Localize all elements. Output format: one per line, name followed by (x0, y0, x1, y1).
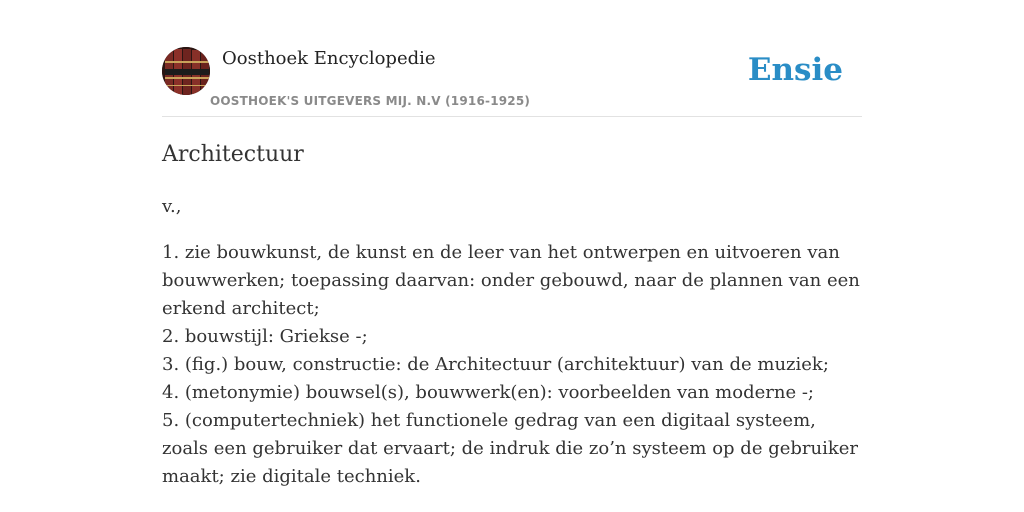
book-spines-icon (162, 47, 210, 95)
definition-item: 1. zie bouwkunst, de kunst en de leer van het ontwerpen en uitvoeren van bouwwerken; toepassing daarvan: onder gebouwd, naar de plannen van een erkend architect; (162, 242, 860, 319)
part-of-speech: v., (162, 196, 182, 217)
source-avatar[interactable] (162, 47, 210, 95)
ensie-logo[interactable]: Ensie (747, 52, 843, 88)
definition-item: 3. (fig.) bouw, constructie: de Architectuur (architektuur) van de muziek; (162, 354, 829, 375)
definition-list (162, 239, 862, 491)
source-name[interactable]: Oosthoek Encyclopedie (222, 48, 436, 69)
entry-title: Architectuur (162, 142, 304, 167)
definition-item: 4. (metonymie) bouwsel(s), bouwwerk(en): voorbeelden van moderne -; (162, 382, 814, 403)
definition-item: 5. (computertechniek) het functionele gedrag van een digitaal systeem, zoals een gebruiker dat ervaart; de indruk die zo’n systeem op de gebruiker maakt; zie digitale techniek. (162, 410, 859, 487)
definition-item: 2. bouwstijl: Griekse -; (162, 326, 368, 347)
source-header (162, 46, 862, 117)
source-publisher: OOSTHOEK'S UITGEVERS MIJ. N.V (1916-1925) (210, 94, 531, 108)
